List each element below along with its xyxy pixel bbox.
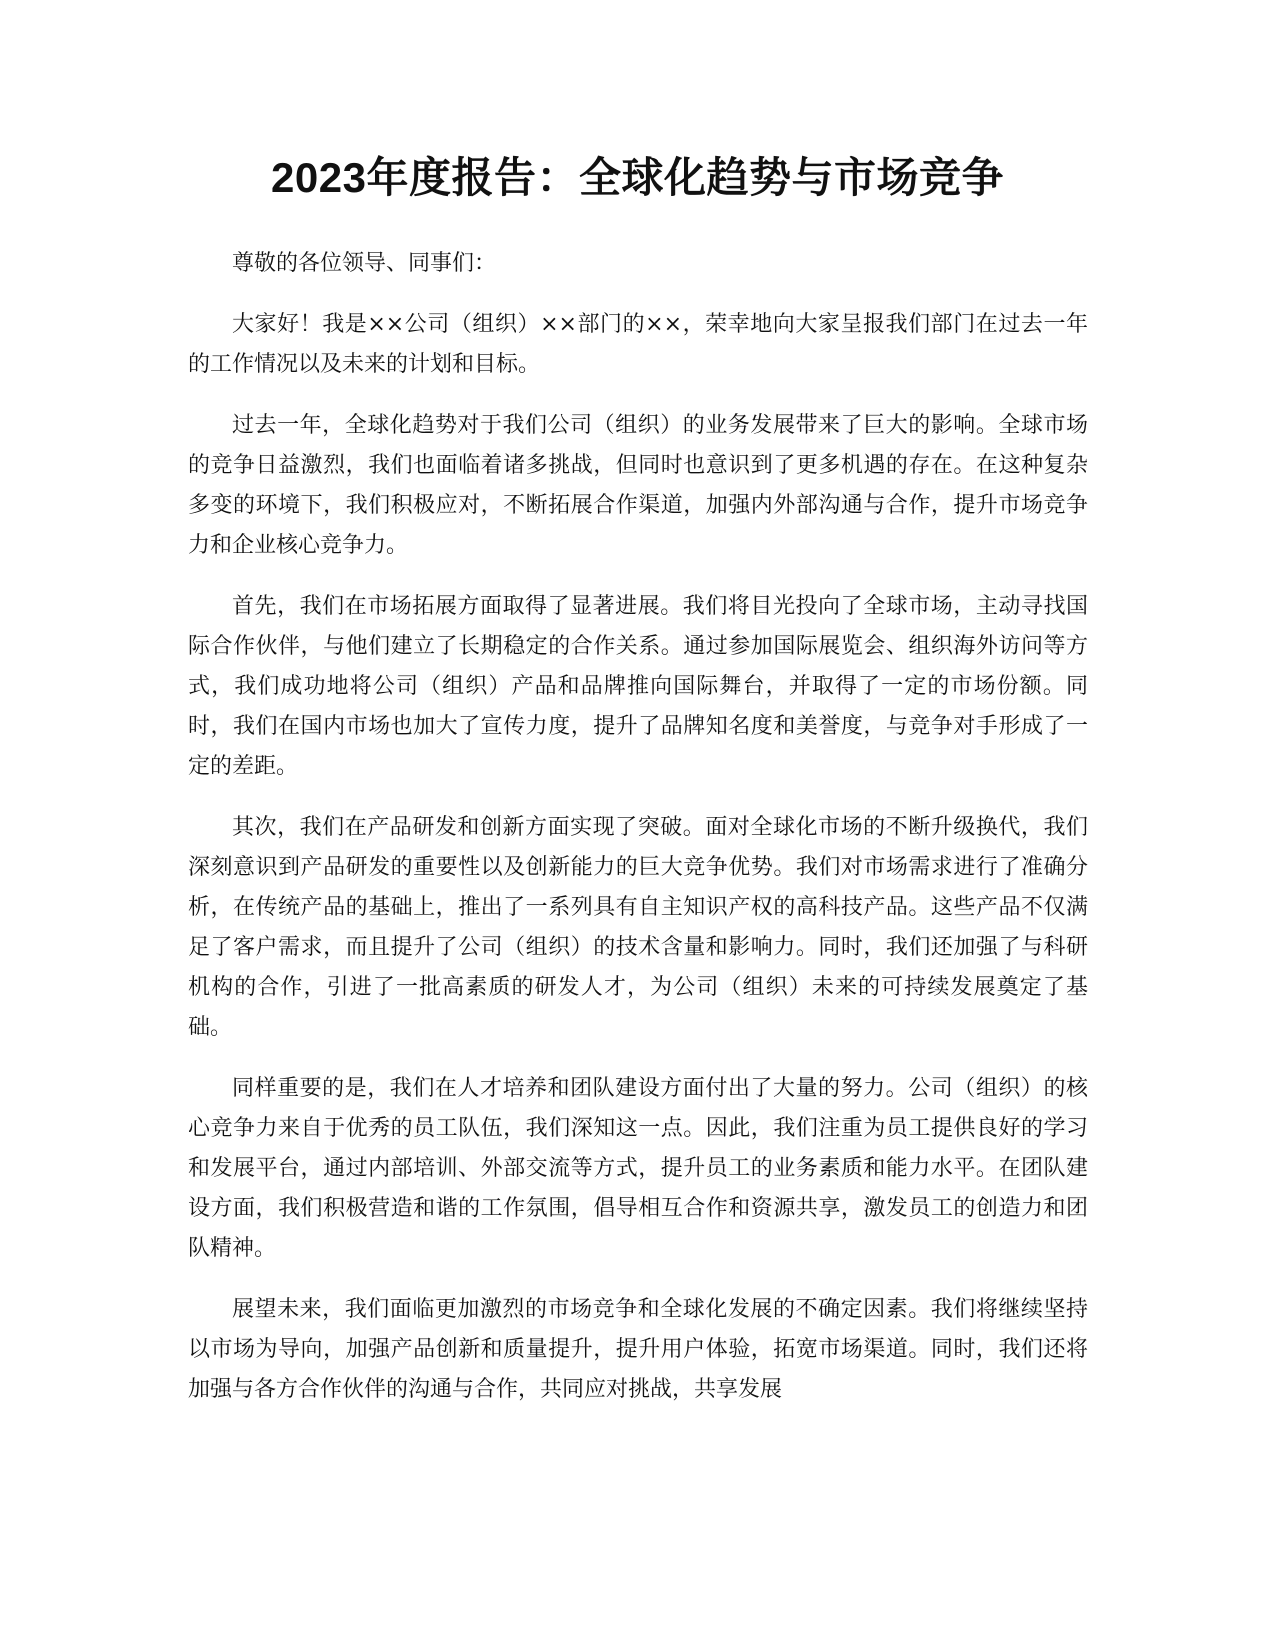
salutation-paragraph: 尊敬的各位领导、同事们： bbox=[232, 251, 497, 276]
outlook-paragraph: 展望未来，我们面临更加激烈的市场竞争和全球化发展的不确定因素。我们将继续坚持以市场为导向，加强产品创新和质量提升，提升用户体验，拓宽市场渠道。同时，我们还将加强与各方合作伙伴的沟通与合作，共同应对挑战，共享发展 bbox=[188, 1297, 1088, 1402]
document-body bbox=[188, 244, 1088, 1431]
market-expansion-paragraph: 首先，我们在市场拓展方面取得了显著进展。我们将目光投向了全球市场，主动寻找国际合作伙伴，与他们建立了长期稳定的合作关系。通过参加国际展览会、组织海外访问等方式，我们成功地将公司（组织）产品和品牌推向国际舞台，并取得了一定的市场份额。同时，我们在国内市场也加大了宣传力度，提升了品牌知名度和美誉度，与竞争对手形成了一定的差距。 bbox=[188, 594, 1088, 779]
greeting-paragraph: 大家好！我是××公司（组织）××部门的××，荣幸地向大家呈报我们部门在过去一年的工作情况以及未来的计划和目标。 bbox=[188, 312, 1088, 377]
page-title: 2023年度报告：全球化趋势与市场竞争 bbox=[271, 154, 1004, 201]
globalization-paragraph: 过去一年，全球化趋势对于我们公司（组织）的业务发展带来了巨大的影响。全球市场的竞争日益激烈，我们也面临着诸多挑战，但同时也意识到了更多机遇的存在。在这种复杂多变的环境下，我们积极应对，不断拓展合作渠道，加强内外部沟通与合作，提升市场竞争力和企业核心竞争力。 bbox=[188, 413, 1088, 558]
talent-team-paragraph: 同样重要的是，我们在人才培养和团队建设方面付出了大量的努力。公司（组织）的核心竞争力来自于优秀的员工队伍，我们深知这一点。因此，我们注重为员工提供良好的学习和发展平台，通过内部培训、外部交流等方式，提升员工的业务素质和能力水平。在团队建设方面，我们积极营造和谐的工作氛围，倡导相互合作和资源共享，激发员工的创造力和团队精神。 bbox=[188, 1076, 1088, 1261]
product-innovation-paragraph: 其次，我们在产品研发和创新方面实现了突破。面对全球化市场的不断升级换代，我们深刻意识到产品研发的重要性以及创新能力的巨大竞争优势。我们对市场需求进行了准确分析，在传统产品的基础上，推出了一系列具有自主知识产权的高科技产品。这些产品不仅满足了客户需求，而且提升了公司（组织）的技术含量和影响力。同时，我们还加强了与科研机构的合作，引进了一批高素质的研发人才，为公司（组织）未来的可持续发展奠定了基础。 bbox=[188, 815, 1088, 1040]
